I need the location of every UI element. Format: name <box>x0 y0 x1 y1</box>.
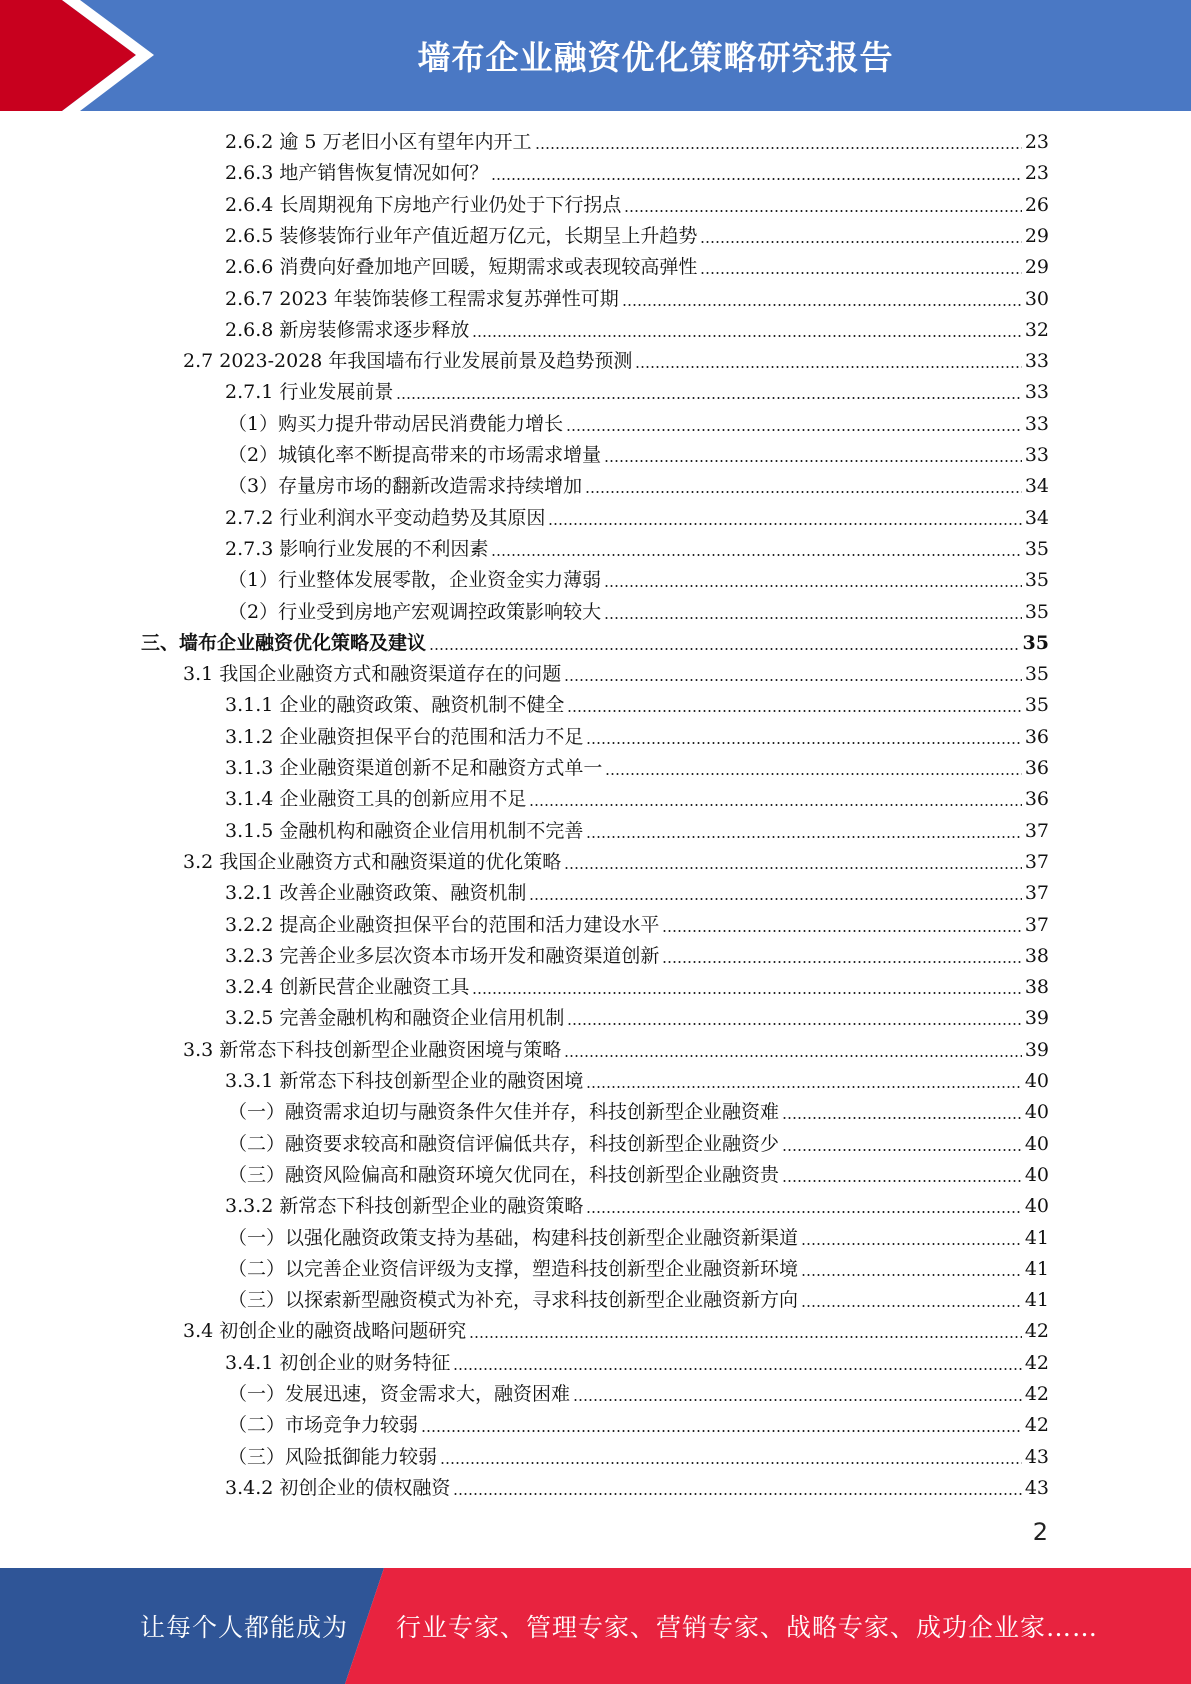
toc-entry[interactable] <box>228 565 1049 596</box>
toc-entry-page: 35 <box>1024 663 1049 686</box>
toc-dot-leader <box>535 147 1022 149</box>
toc-entry-page: 42 <box>1024 1351 1049 1374</box>
toc-entry-page: 33 <box>1024 412 1049 435</box>
toc-entry-page: 36 <box>1024 788 1049 811</box>
toc-dot-leader <box>782 1149 1022 1151</box>
toc-entry-title: （三）风险抵御能力较弱 <box>228 1445 438 1468</box>
toc-entry[interactable] <box>228 1410 1049 1441</box>
toc-entry-title: 3.4.2 初创企业的债权融资 <box>225 1476 451 1499</box>
toc-entry-page: 42 <box>1024 1383 1049 1405</box>
toc-entry[interactable] <box>225 1066 1049 1097</box>
toc-entry-title: 3.2.2 提高企业融资担保平台的范围和活力建设水平 <box>225 913 660 936</box>
toc-entry[interactable] <box>228 597 1049 628</box>
toc-entry-title: 2.6.8 新房装修需求逐步释放 <box>225 318 470 341</box>
toc-entry[interactable] <box>228 1285 1049 1316</box>
toc-entry[interactable] <box>225 377 1049 408</box>
toc-dot-leader <box>491 178 1021 180</box>
toc-entry-page: 38 <box>1024 944 1049 967</box>
toc-entry-page: 30 <box>1024 287 1049 310</box>
toc-entry-title: 3.2.3 完善企业多层次资本市场开发和融资渠道创新 <box>225 944 660 967</box>
toc-entry-title: 2.6.7 2023 年装饰装修工程需求复苏弹性可期 <box>225 287 619 310</box>
toc-entry-title: 2.7.3 影响行业发展的不利因素 <box>225 537 489 560</box>
toc-entry-title: 3.2.5 完善金融机构和融资企业信用机制 <box>225 1007 565 1030</box>
toc-entry-title: 3.1.5 金融机构和融资企业信用机制不完善 <box>225 819 584 842</box>
toc-dot-leader <box>573 1399 1022 1401</box>
toc-entry-title: 2.7.1 行业发展前景 <box>225 381 394 404</box>
toc-entry-page: 40 <box>1024 1132 1049 1155</box>
toc-dot-leader <box>635 366 1021 368</box>
toc-dot-leader <box>566 429 1022 431</box>
toc-entry[interactable] <box>183 659 1049 690</box>
toc-entry-page: 35 <box>1024 600 1049 623</box>
toc-dot-leader <box>564 679 1022 681</box>
toc-dot-leader <box>421 1430 1022 1432</box>
toc-entry-title: 3.2 我国企业融资方式和融资渠道的优化策略 <box>183 850 562 873</box>
footer-slogan-left: 让每个人都能成为 <box>140 1613 349 1642</box>
toc-entry-page: 37 <box>1024 882 1049 905</box>
toc-entry[interactable] <box>225 1191 1049 1222</box>
toc-dot-leader <box>585 491 1022 493</box>
toc-entry[interactable] <box>225 503 1049 534</box>
toc-dot-leader <box>624 210 1021 212</box>
toc-entry-page: 33 <box>1024 444 1049 466</box>
toc-entry-title: 三、墙布企业融资优化策略及建议 <box>141 631 427 654</box>
toc-entry-page: 26 <box>1024 193 1049 216</box>
toc-entry-page: 36 <box>1024 757 1049 779</box>
toc-entry[interactable] <box>225 190 1049 221</box>
toc-dot-leader <box>529 898 1021 900</box>
toc-entry-title: 2.6.2 逾 5 万老旧小区有望年内开工 <box>225 131 532 153</box>
toc-dot-leader <box>567 1023 1021 1025</box>
toc-dot-leader <box>700 241 1021 243</box>
toc-entry-title: 3.3 新常态下科技创新型企业融资困境与策略 <box>183 1038 562 1061</box>
toc-dot-leader <box>801 1243 1022 1245</box>
toc-entry-title: 2.6.3 地产销售恢复情况如何？ <box>225 162 489 185</box>
toc-entry-title: 3.1.2 企业融资担保平台的范围和活力不足 <box>225 725 584 748</box>
toc-entry-page: 39 <box>1024 1007 1049 1030</box>
toc-entry-page: 43 <box>1024 1476 1049 1499</box>
toc-entry-title: 3.1 我国企业融资方式和融资渠道存在的问题 <box>183 663 562 686</box>
toc-entry-page: 34 <box>1024 506 1049 529</box>
toc-entry-page: 32 <box>1024 318 1049 341</box>
toc-entry[interactable] <box>225 722 1049 753</box>
toc-entry[interactable] <box>225 315 1049 346</box>
toc-entry-page: 37 <box>1024 819 1049 842</box>
toc-entry[interactable] <box>228 1254 1049 1285</box>
toc-entry[interactable] <box>225 753 1049 784</box>
toc-dot-leader <box>440 1462 1022 1464</box>
toc-entry-title: 3.4.1 初创企业的财务特征 <box>225 1351 451 1374</box>
toc-entry[interactable] <box>183 847 1049 878</box>
toc-dot-leader <box>604 460 1022 462</box>
toc-entry[interactable] <box>228 409 1049 440</box>
toc-entry[interactable] <box>141 628 1049 659</box>
toc-entry-title: 2.7 2023-2028 年我国墙布行业发展前景及趋势预测 <box>183 350 633 373</box>
toc-entry[interactable] <box>225 534 1049 565</box>
toc-entry-page: 23 <box>1024 162 1049 185</box>
toc-entry[interactable] <box>225 221 1049 252</box>
toc-entry[interactable] <box>225 127 1049 158</box>
toc-dot-leader <box>782 1117 1022 1119</box>
toc-entry-page: 41 <box>1024 1226 1049 1249</box>
toc-entry-page: 33 <box>1024 381 1049 404</box>
toc-entry-title: （二）以完善企业资信评级为支撑，塑造科技创新型企业融资新环境 <box>228 1257 799 1280</box>
toc-entry-title: （三）融资风险偏高和融资环境欠优同在，科技创新型企业融资贵 <box>228 1163 780 1186</box>
toc-entry[interactable] <box>225 1348 1049 1379</box>
toc-entry-page: 35 <box>1024 694 1049 717</box>
toc-entry[interactable] <box>228 1223 1049 1254</box>
toc-entry-page: 29 <box>1024 224 1049 247</box>
toc-entry-title: （三）以探索新型融资模式为补充，寻求科技创新型企业融资新方向 <box>228 1289 799 1312</box>
toc-entry-title: （2）行业受到房地产宏观调控政策影响较大 <box>228 600 602 623</box>
toc-dot-leader <box>396 397 1021 399</box>
toc-entry-page: 36 <box>1024 725 1049 748</box>
toc-entry[interactable] <box>183 1316 1049 1347</box>
toc-dot-leader <box>604 617 1022 619</box>
toc-entry[interactable] <box>225 690 1049 721</box>
toc-dot-leader <box>801 1305 1022 1307</box>
toc-dot-leader <box>469 1336 1022 1338</box>
toc-entry-title: （1）购买力提升带动居民消费能力增长 <box>228 412 564 435</box>
toc-entry-page: 40 <box>1024 1163 1049 1186</box>
footer-banner <box>0 1568 1191 1684</box>
toc-dot-leader <box>662 930 1021 932</box>
toc-entry-title: 3.1.3 企业融资渠道创新不足和融资方式单一 <box>225 757 603 779</box>
toc-entry-page: 33 <box>1024 350 1049 373</box>
toc-entry-page: 40 <box>1024 1070 1049 1092</box>
toc-entry[interactable] <box>183 346 1049 377</box>
toc-entry[interactable] <box>228 1379 1049 1410</box>
toc-dot-leader <box>564 867 1022 869</box>
toc-entry-title: 2.7.2 行业利润水平变动趋势及其原因 <box>225 506 546 529</box>
toc-entry[interactable] <box>225 816 1049 847</box>
toc-entry-page: 41 <box>1024 1289 1049 1312</box>
toc-entry-page: 40 <box>1024 1195 1049 1218</box>
toc-entry[interactable] <box>228 1442 1049 1473</box>
toc-entry-title: 2.6.5 装修装饰行业年产值近超万亿元，长期呈上升趋势 <box>225 224 698 247</box>
toc-dot-leader <box>453 1493 1021 1495</box>
toc-entry-title: （2）城镇化率不断提高带来的市场需求增量 <box>228 444 602 466</box>
toc-dot-leader <box>548 523 1021 525</box>
page-number: 2 <box>1032 1518 1048 1546</box>
toc-entry[interactable] <box>225 972 1049 1003</box>
toc-entry-page: 37 <box>1024 913 1049 936</box>
toc-entry[interactable] <box>228 471 1049 502</box>
toc-dot-leader <box>605 773 1021 775</box>
toc-entry-page: 29 <box>1024 256 1049 279</box>
toc-entry[interactable] <box>228 440 1049 471</box>
toc-entry-page: 23 <box>1024 131 1049 153</box>
toc-entry[interactable] <box>183 1035 1049 1066</box>
toc-entry-page: 43 <box>1024 1445 1049 1468</box>
report-title: 墙布企业融资优化策略研究报告 <box>417 38 894 77</box>
toc-entry-page: 39 <box>1024 1038 1049 1061</box>
toc-entry[interactable] <box>228 1097 1049 1128</box>
toc-dot-leader <box>453 1368 1021 1370</box>
toc-dot-leader <box>567 710 1021 712</box>
toc-entry-page: 40 <box>1024 1101 1049 1124</box>
toc-entry-title: 2.6.4 长周期视角下房地产行业仍处于下行拐点 <box>225 193 622 216</box>
toc-entry[interactable] <box>225 252 1049 283</box>
toc-dot-leader <box>429 648 1020 650</box>
toc-entry-title: （3）存量房市场的翻新改造需求持续增加 <box>228 475 583 498</box>
toc-entry-page: 42 <box>1024 1320 1049 1343</box>
toc-dot-leader <box>564 1055 1022 1057</box>
toc-entry[interactable] <box>225 878 1049 909</box>
toc-entry-title: 3.1.4 企业融资工具的创新应用不足 <box>225 788 527 811</box>
toc-entry[interactable] <box>228 1160 1049 1191</box>
toc-entry[interactable] <box>225 910 1049 941</box>
toc-entry-title: 3.1.1 企业的融资政策、融资机制不健全 <box>225 694 565 717</box>
toc-entry-title: 2.6.6 消费向好叠加地产回暖，短期需求或表现较高弹性 <box>225 256 698 279</box>
toc-dot-leader <box>604 585 1022 587</box>
toc-entry-title: （一）以强化融资政策支持为基础，构建科技创新型企业融资新渠道 <box>228 1226 799 1249</box>
toc-dot-leader <box>586 1211 1021 1213</box>
toc-entry[interactable] <box>225 1003 1049 1034</box>
toc-entry[interactable] <box>225 941 1049 972</box>
toc-entry-title: 3.2.1 改善企业融资政策、融资机制 <box>225 882 527 905</box>
toc-entry-page: 35 <box>1024 569 1049 592</box>
toc-entry-page: 41 <box>1024 1257 1049 1280</box>
toc-dot-leader <box>662 961 1021 963</box>
toc-entry-title: （一）融资需求迫切与融资条件欠佳并存，科技创新型企业融资难 <box>228 1101 780 1124</box>
toc-entry-page: 34 <box>1024 475 1049 498</box>
toc-entry-title: （二）融资要求较高和融资信评偏低共存，科技创新型企业融资少 <box>228 1132 780 1155</box>
toc-dot-leader <box>491 554 1021 556</box>
toc-entry-title: 3.2.4 创新民营企业融资工具 <box>225 976 470 999</box>
toc-entry-page: 35 <box>1024 537 1049 560</box>
toc-dot-leader <box>586 1086 1021 1088</box>
toc-entry-title: 3.4 初创企业的融资战略问题研究 <box>183 1320 467 1343</box>
toc-entry[interactable] <box>225 158 1049 189</box>
toc-entry[interactable] <box>225 784 1049 815</box>
toc-dot-leader <box>586 836 1021 838</box>
toc-dot-leader <box>586 742 1021 744</box>
toc-dot-leader <box>782 1180 1022 1182</box>
toc-entry-title: （1）行业整体发展零散，企业资金实力薄弱 <box>228 569 602 592</box>
toc-dot-leader <box>529 804 1021 806</box>
toc-entry-title: 3.3.2 新常态下科技创新型企业的融资策略 <box>225 1195 584 1218</box>
toc-entry[interactable] <box>225 284 1049 315</box>
toc-dot-leader <box>700 272 1021 274</box>
toc-entry[interactable] <box>228 1129 1049 1160</box>
toc-entry[interactable] <box>225 1473 1049 1504</box>
toc-dot-leader <box>622 304 1022 306</box>
toc-entry-title: （一）发展迅速，资金需求大，融资困难 <box>228 1383 571 1405</box>
toc-entry-page: 35 <box>1022 631 1049 654</box>
toc-entry-title: 3.3.1 新常态下科技创新型企业的融资困境 <box>225 1070 584 1092</box>
toc-dot-leader <box>801 1274 1022 1276</box>
toc-dot-leader <box>472 335 1021 337</box>
toc-dot-leader <box>472 992 1021 994</box>
header-banner <box>0 0 1191 111</box>
toc-entry-page: 38 <box>1024 976 1049 999</box>
toc-entry-page: 37 <box>1024 850 1049 873</box>
footer-slogan-right: 行业专家、管理专家、营销专家、战略专家、成功企业家…… <box>396 1613 1099 1642</box>
toc-entry-title: （二）市场竞争力较弱 <box>228 1414 419 1437</box>
toc-entry-page: 42 <box>1024 1414 1049 1437</box>
